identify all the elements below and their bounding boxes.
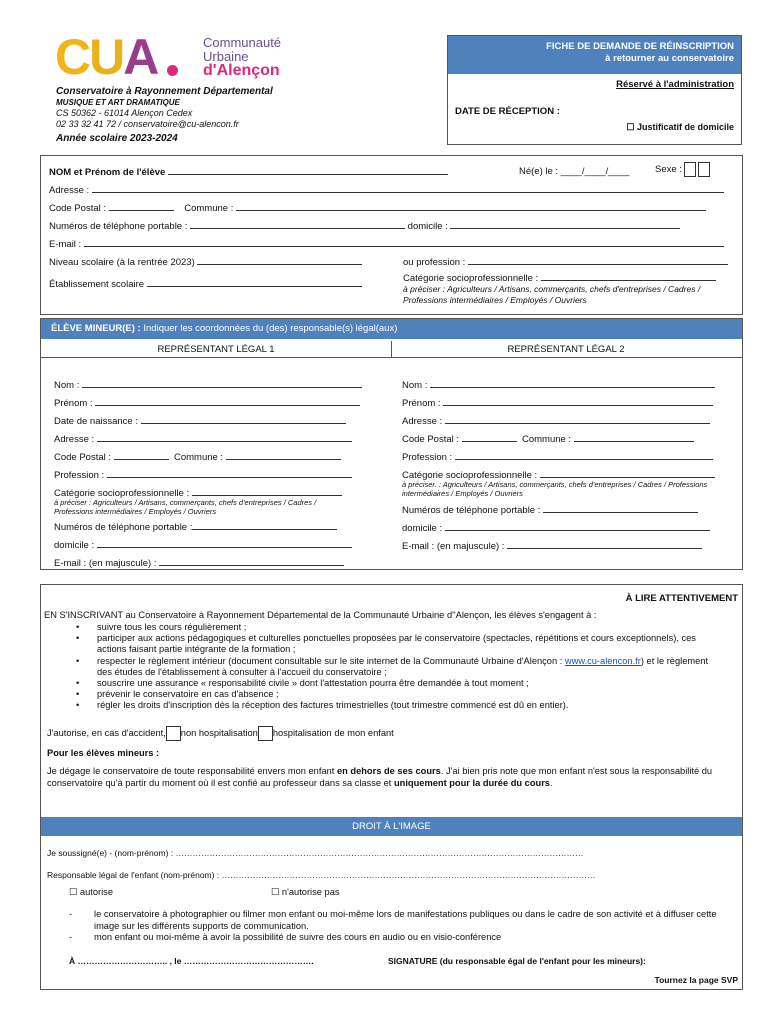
logo-dot [167, 65, 178, 76]
r1-domicile: domicile : [54, 539, 352, 551]
place-date-field[interactable]: À ………………………….. , le ………………………………………. [69, 956, 314, 966]
student-section [40, 155, 743, 315]
admin-box [447, 35, 742, 145]
non-hosp-checkbox[interactable] [166, 726, 181, 741]
admin-header: FICHE DE DEMANDE DE RÉINSCRIPTION à retourner au conservatoire [448, 36, 741, 74]
read-section: À LIRE ATTENTIVEMENT EN S'INSCRIVANT au Conservatoire à Rayonnement Départemental de la Communauté Urbaine d''Alençon, les élèves s'engagent à : • suivre tous les cours régulièrement ; • participer aux actions pédagogiques et culturelles ponctuelles proposées par le conservatoire (spectacles, répétitions et cours exceptionnels), ces actions faisant partie intégrante de la formation ; • respecter le règlement intérieur (document consultable sur le site internet de la Communauté Urbaine d'Alençon : www.cu-alencon.fr) et le règlement des études de l'établissement à consulter à l'accueil du conservatoire ; • souscrire une assurance « responsabilité civile » dont l'attestation pourra être demandée à tout moment ; • prévenir le conservatoire en cas d'absence ; • régler les droits d'inscription dès la réception des factures trimestrielles (tout trimestre commencé est dû en entier). J'autorise, en cas d'accident, non hospitalisation hospitalisation de mon enfant Pour les élèves mineurs : Je dégage le conservatoire de toute responsabilité envers mon enfant en dehors de ses cours. J'ai bien pris note que mon enfant n'est sous la responsabilité du conservatoire qu'à partir du moment où il est confié au professeur dans sa classe et uniquement pour la durée du cours. DROIT À L'IMAGE Je soussigné(e) - (nom-prénom) : ……………………………………………………………………………………………………………………………… Responsable légal de l'enfant (nom-prénom) : …………………………………………………………………………………………………………………… ☐ autorise ☐ n'autorise pas - le conservatoire à photographier ou filmer mon enfant ou moi-même lors de manifestations publiques ou dans le cadre de son activité et à diffuser cette image sur les différents supports de communication. - mon enfant ou moi-même à avoir la possibilité de suivre des cours en audio ou en visio-conférence À ………………………….. , le ………………………………………. SIGNATURE (du responsable égal de l'enfant pour les mineurs): Tournez la page SVP [40, 584, 743, 990]
home-phone-field[interactable] [450, 220, 680, 229]
category-note: à préciser : Agriculteurs / Artisans, commerçants, chefs d'entreprises / Cadres / Professions intermédiaires / Employés / Ouvriers [403, 284, 701, 305]
r2-email: E-mail : (en majuscule) : [402, 540, 702, 552]
r1-prenom: Prénom : [54, 397, 360, 409]
minors-heading: Pour les élèves mineurs : [47, 748, 160, 758]
responsible-field[interactable]: Responsable légal de l'enfant (nom-prénom) : …………………………………………………………………………………………………………………… [47, 870, 596, 880]
sex-box-1[interactable] [684, 162, 696, 177]
conservatoire-subtitle: MUSIQUE ET ART DRAMATIQUE [56, 98, 180, 107]
birth-date-field[interactable]: Né(e) le : ____/____/____ [519, 166, 630, 177]
rights-item-2: mon enfant ou moi-même à avoir la possibilité de suivre des cours en audio ou en visio-conférence [94, 932, 502, 942]
r2-cat: Catégorie socioprofessionnelle : [402, 469, 715, 481]
r1-tel: Numéros de téléphone portable : [54, 521, 337, 533]
address-row: Adresse : [49, 184, 724, 196]
representatives-header [41, 341, 742, 358]
r2-tel: Numéros de téléphone portable : [402, 504, 698, 516]
read-title: À LIRE ATTENTIVEMENT [625, 593, 738, 604]
soussigne-field[interactable]: Je soussigné(e) - (nom-prénom) : ……………………………………………………………………………………………………………………………… [47, 848, 584, 858]
r1-profession: Profession : [54, 469, 352, 481]
commitment-item: • prévenir le conservatoire en cas d'absence ; [69, 689, 709, 700]
commitment-list [69, 622, 709, 712]
commitment-item: • respecter le règlement intérieur (document consultable sur le site internet de la Communauté Urbaine d'Alençon : www.cu-alencon.fr) et le règlement des études de l'établissement à consulter à l'accueil du conservatoire ; [69, 656, 709, 678]
school-year: Année scolaire 2023-2024 [56, 133, 178, 144]
authorise-checkbox[interactable]: ☐ autorise [69, 887, 113, 897]
commitment-item: • régler les droits d'inscription dès la réception des factures trimestrielles (tout trimestre commencé est dû en entier). [69, 700, 709, 711]
student-name-row: NOM et Prénom de l'élève [49, 166, 448, 178]
conservatoire-name: Conservatoire à Rayonnement Départemental [56, 86, 273, 97]
minor-section [40, 318, 743, 570]
not-authorise-checkbox[interactable]: ☐ n'autorise pas [271, 887, 340, 897]
signature-label: SIGNATURE (du responsable égal de l'enfant pour les mineurs): [388, 956, 646, 966]
rep1-title: REPRÉSENTANT LÉGAL 1 [157, 344, 275, 355]
profession-field[interactable] [468, 256, 728, 265]
rights-item-1: le conservatoire à photographier ou filmer mon enfant ou moi-même lors de manifestations publiques ou dans le cadre de son activité et à diffuser cette image sur les différents supports de communication. [94, 909, 717, 931]
student-name-field[interactable] [168, 166, 448, 175]
sex-row: Sexe : [655, 162, 710, 177]
school-row: Établissement scolaire [49, 278, 362, 290]
level-field[interactable] [197, 256, 362, 265]
liability-text: Je dégage le conservatoire de toute responsabilité envers mon enfant en dehors de ses cours. J'ai bien pris note que mon enfant n'est sous la responsabilité du conservatoire qu'à partir du moment où il est confié au professeur dans sa classe et uniquement pour la durée du cours. [47, 766, 713, 788]
commitment-item: • souscrire une assurance « responsabilité civile » dont l'attestation pourra être demandée à tout moment ; [69, 678, 709, 689]
logo-letters: CUA [55, 29, 158, 85]
read-intro: EN S'INSCRIVANT au Conservatoire à Rayonnement Départemental de la Communauté Urbaine d''Alençon, les élèves s'engagent à : [44, 610, 597, 620]
justificatif-checkbox[interactable]: ☐ Justificatif de domicile [626, 122, 734, 132]
r1-cat: Catégorie socioprofessionnelle : [54, 487, 342, 499]
postal-code-field[interactable] [109, 202, 174, 211]
logo-text: Communauté Urbaine d'Alençon [203, 35, 282, 79]
sex-box-2[interactable] [698, 162, 710, 177]
r2-domicile: domicile : [402, 522, 710, 534]
minor-header: ÉLÈVE MINEUR(E) : Indiquer les coordonnées du (des) responsable(s) légal(aux) [41, 319, 742, 339]
school-field[interactable] [147, 278, 362, 287]
commitment-item: • suivre tous les cours régulièrement ; [69, 622, 709, 633]
conservatoire-address: CS 50362 - 61014 Alençon Cedex [56, 108, 193, 118]
profession-row: ou profession : [403, 256, 728, 268]
r1-adresse: Adresse : [54, 433, 352, 445]
r1-cat-note: à préciser : Agriculteurs / Artisans, commerçants, chefs d'entreprises / Cadres / Professions intermédiaires / Employés / Ouvriers [54, 498, 317, 516]
level-row: Niveau scolaire (à la rentrée 2023) [49, 256, 362, 268]
category-row: Catégorie socioprofessionnelle : [403, 272, 716, 284]
r1-cp: Code Postal : Commune : [54, 451, 341, 463]
r2-profession: Profession : [402, 451, 713, 463]
image-rights-header: DROIT À L'IMAGE [41, 817, 742, 836]
conservatoire-info [56, 86, 356, 144]
email-field[interactable] [84, 238, 724, 247]
reception-date-label: DATE DE RÉCEPTION : [455, 106, 560, 117]
website-link[interactable]: www.cu-alencon.fr [564, 655, 641, 666]
r2-cat-note: à préciser. : Agriculteurs / Artisans, commerçants, chefs d'entreprises / Cadres / Professions intermédiaires / Employés / Ouvriers [402, 480, 708, 498]
r2-adresse: Adresse : [402, 415, 710, 427]
hosp-checkbox[interactable] [258, 726, 273, 741]
address-field[interactable] [92, 184, 724, 193]
turn-page: Tournez la page SVP [654, 975, 738, 985]
admin-reserved: Réservé à l'administration [616, 79, 734, 90]
commune-field[interactable] [236, 202, 706, 211]
phone-row: Numéros de téléphone portable : domicile : [49, 220, 680, 232]
accident-authorisation: J'autorise, en cas d'accident, non hospitalisation hospitalisation de mon enfant [47, 726, 394, 741]
r1-email: E-mail : (en majuscule) : [54, 557, 344, 569]
r2-nom: Nom : [402, 379, 715, 391]
commitment-item: • participer aux actions pédagogiques et culturelles ponctuelles proposées par le conservatoire (spectacles, répétitions et cours exceptionnels), ces actions faisant partie intégrante de la formation ; [69, 633, 709, 655]
postal-row: Code Postal : Commune : [49, 202, 706, 214]
mobile-field[interactable] [190, 220, 405, 229]
rep2-title: REPRÉSENTANT LÉGAL 2 [507, 344, 625, 355]
r1-nom: Nom : [54, 379, 362, 391]
email-row: E-mail : [49, 238, 724, 250]
r2-prenom: Prénom : [402, 397, 713, 409]
logo [55, 29, 305, 87]
conservatoire-contact: 02 33 32 41 72 / conservatoire@cu-alencon.fr [56, 119, 239, 129]
r2-cp: Code Postal : Commune : [402, 433, 694, 445]
r1-naissance: Date de naissance : [54, 415, 346, 427]
category-field[interactable] [541, 272, 716, 281]
